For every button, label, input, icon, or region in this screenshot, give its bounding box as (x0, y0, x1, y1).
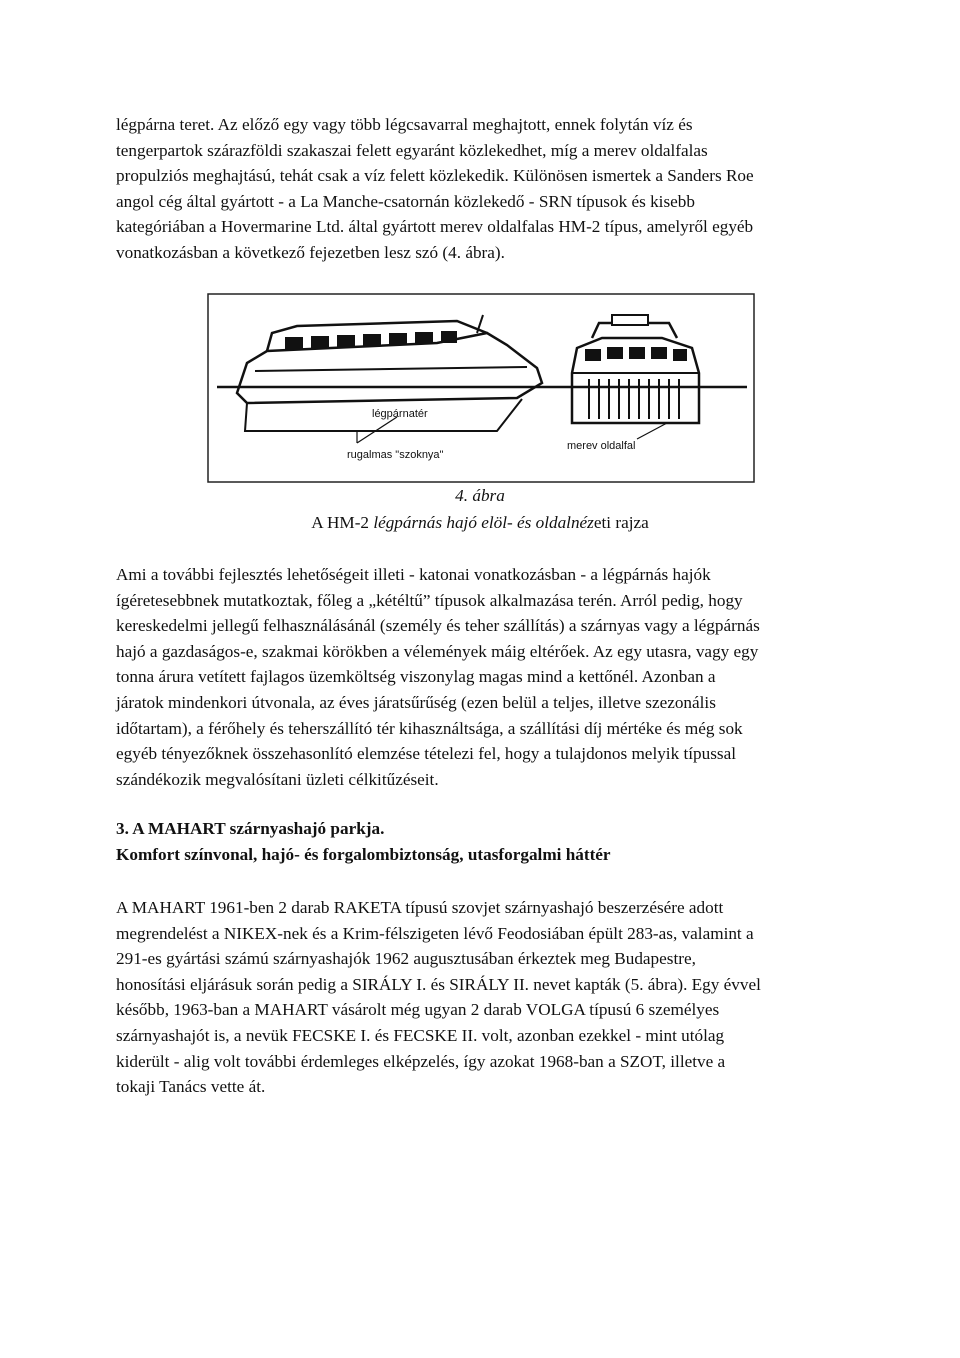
hovercraft-figure (207, 293, 755, 483)
text-line: később, 1963-ban a MAHART vásárolt még ugyan 2 darab VOLGA típusú 6 személyes (116, 1000, 720, 1020)
text-line: 291-es gyártási számú szárnyashajók 1962 augusztusában érkeztek meg Budapestre, (116, 949, 696, 969)
figure-number: 4. ábra (455, 486, 505, 505)
caption-italic: légpárnás hajó elöl- és oldalnéz (373, 513, 594, 532)
text-line: megrendelést a NIKEX-nek és a Krim-félszigeten lévő Feodosiában épült 283-as, valamint a (116, 923, 754, 943)
caption-suffix: eti rajza (593, 513, 649, 532)
text-line: légpárna teret. Az előző egy vagy több légcsavarral meghajtott, ennek folytán víz és (116, 115, 693, 134)
figure-label-skirt: rugalmas "szoknya" (347, 449, 444, 461)
text-line: hajó a gazdaságos-e, szakmai körökben a vélemények máig eltérőek. Az egy utasra, vagy egy (116, 641, 759, 661)
text-line: angol cég által gyártott - a La Manche-csatornán közlekedő - SRN típusok és kisebb (116, 191, 695, 211)
text-line: ígéretesebbnek mutatkoztak, főleg a „kétéltű” típusok alkalmazása terén. Arról pedig, hogy (116, 590, 743, 610)
text-line: kereskedelmi jellegű felhasználásánál (személy és teher szállítás) a szárnyas vagy a légpárnás (116, 616, 760, 636)
text-line: időtartam), a férőhely és teherszállító tér kihasználtsága, a szállítási díj mértéke és még sok (116, 718, 743, 738)
text-line: vonatkozásban a következő fejezetben lesz szó (4. ábra). (116, 242, 505, 262)
text-line: szándékozik megvalósítani üzleti célkitűzéseit. (116, 769, 439, 789)
text-line: tokaji Tanács vette át. (116, 1077, 266, 1097)
text-line: tengerpartok szárazföldi szakaszai felett egyaránt közlekedhet, míg a merev oldalfalas (116, 140, 708, 160)
figure-caption (0, 513, 960, 533)
paragraph-development (116, 562, 846, 792)
text-line: tonna árura vetített fajlagos üzemköltség viszonylag magas mind a kettőnél. Azonban a (116, 667, 716, 687)
section-subtitle: Komfort színvonal, hajó- és forgalombiztonság, utasforgalmi háttér (116, 845, 611, 864)
figure-label-sidewall: merev oldalfal (567, 440, 636, 452)
caption-prefix: A HM-2 (311, 513, 374, 532)
hovercraft-drawing (207, 293, 755, 483)
section-heading: 3. A MAHART szárnyashajó parkja. (116, 819, 385, 838)
text-line: honosítási eljárásuk során pedig a SIRÁLY I. és SIRÁLY II. nevet kapták (5. ábra). Egy évvel (116, 974, 761, 994)
text-line: szárnyashajót is, a nevük FECSKE I. és FECSKE II. volt, azonban ezekkel - mint utólag (116, 1025, 725, 1045)
text-line: propulziós meghajtású, tehát csak a víz felett közlekedik. Különösen ismertek a Sanders Roe (116, 166, 754, 186)
text-line: kiderült - alig volt további érdemleges elképzelés, így azokat 1968-ban a SZOT, illetve a (116, 1051, 726, 1071)
paragraph-intro (116, 112, 846, 266)
figure-label-cushion: légpárnatér (372, 408, 428, 420)
paragraph-mahart (116, 895, 846, 1100)
text-line: kategóriában a Hovermarine Ltd. által gyártott merev oldalfalas HM-2 típus, amelyről egyéb (116, 217, 754, 237)
text-line: A MAHART 1961-ben 2 darab RAKETA típusú szovjet szárnyashajó beszerzésére adott (116, 898, 724, 917)
text-line: Ami a további fejlesztés lehetőségeit illeti - katonai vonatkozásban - a légpárnás hajók (116, 565, 711, 584)
text-line: járatok mindenkori útvonala, az éves járatsűrűség (ezen belül a teljes, illetve szezonális (116, 692, 716, 712)
text-line: egyéb tényezőknek összehasonlító elemzése tételezi fel, hogy a tulajdonos melyik típussal (116, 744, 736, 764)
